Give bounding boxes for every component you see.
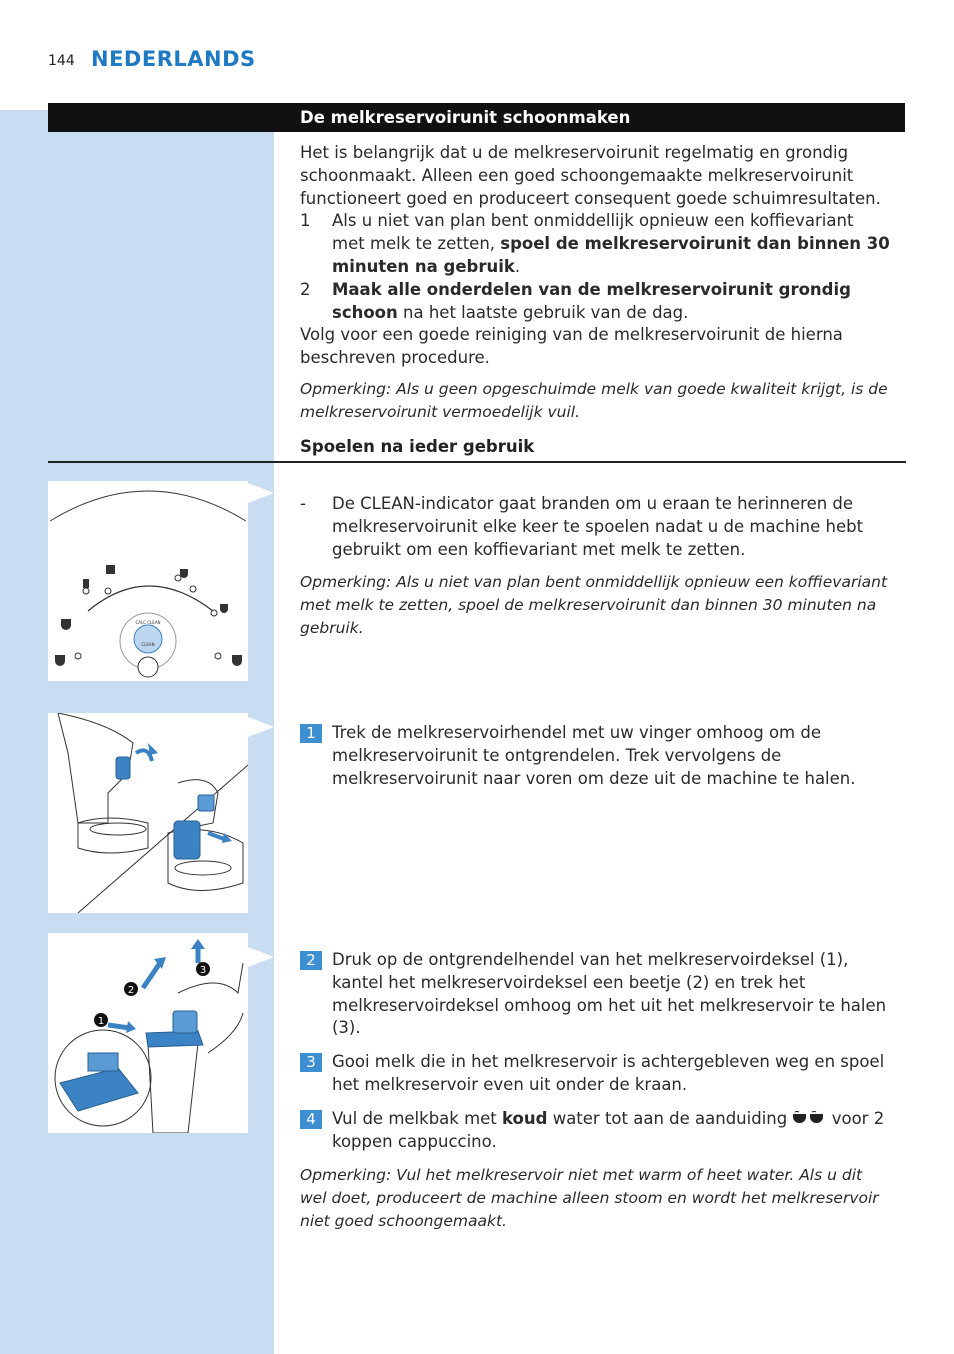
step-item (300, 1108, 890, 1154)
step-item (300, 1051, 890, 1097)
step-text: water tot aan de aanduiding (547, 1108, 793, 1128)
subheading: Spoelen na ieder gebruik (300, 437, 535, 456)
subheading-rule (48, 461, 906, 463)
callout-3 (196, 962, 210, 976)
step-text: voor 2 koppen cappuccino. (332, 1108, 885, 1151)
svg-text:1: 1 (97, 1016, 105, 1027)
intro-block (300, 142, 890, 424)
step-text: Trek de melkreservoirhendel met uw vinger omhoog om de melkreservoirunit te ontgrendelen. Trek vervolgens de melkreservoirunit naar voren om deze uit de machine te halen. (332, 723, 856, 788)
cup-icon (61, 619, 71, 630)
steps-block (300, 949, 890, 1233)
clean-item (300, 493, 890, 561)
cup-icon (55, 655, 65, 666)
item-text-end: . (514, 256, 521, 276)
intro-item-1 (300, 210, 890, 278)
machine-figure (48, 713, 248, 913)
glass-icon (83, 579, 89, 588)
page-number: 144 (48, 53, 75, 69)
clean-note: Opmerking: Als u niet van plan bent onmiddellijk opnieuw een koffievariant met melk te zetten, spoel de melkreservoirunit dan binnen 30 minuten na gebruik. (300, 573, 888, 637)
cup-icon (180, 569, 188, 578)
machine-illustration (48, 713, 248, 913)
callout-1 (94, 1013, 108, 1027)
reservoir-figure (48, 933, 248, 1133)
section-title: De melkreservoirunit schoonmaken (300, 108, 631, 127)
step-number-box: 1 (300, 724, 322, 743)
final-note: Opmerking: Vul het melkreservoir niet met warm of heet water. Als u dit wel doet, produceert de machine alleen stoom en wordt het melkreservoir niet goed schoongemaakt. (300, 1166, 879, 1230)
reservoir-illustration (48, 933, 248, 1133)
step-number-box: 2 (300, 951, 322, 970)
step-text: Vul de melkbak met (332, 1108, 503, 1128)
cup-icon (232, 655, 242, 666)
step-item (300, 722, 890, 790)
svg-text:2: 2 (127, 985, 135, 996)
figure-pointer (248, 717, 274, 737)
step-number-box: 3 (300, 1053, 322, 1072)
two-cups-icon (792, 1111, 826, 1125)
cup-icon (220, 604, 228, 613)
item-text-end: na het laatste gebruik van de dag. (397, 302, 689, 322)
clean-text: De CLEAN-indicator gaat branden om u eraan te herinneren de melkreservoirunit elke keer te spoelen nadat u de machine hebt gebruikt om een koffievariant met melk te zetten. (332, 494, 864, 559)
svg-text:3: 3 (199, 965, 207, 976)
control-panel-illustration (48, 481, 248, 681)
step-number-box: 4 (300, 1110, 322, 1129)
language-heading: NEDERLANDS (91, 47, 256, 71)
item-bold: Maak alle onderdelen van de melkreservoirunit grondig schoon (332, 279, 851, 322)
step-text: Gooi melk die in het melkreservoir is achtergebleven weg en spoel het melkreservoir even uit onder de kraan. (332, 1052, 885, 1094)
item-number: 2 (300, 279, 311, 299)
intro-paragraph: Het is belangrijk dat u de melkreservoirunit regelmatig en grondig schoonmaakt. Alleen een goed schoongemaakte melkreservoirunit functioneert goed en produceert consequent goede schuimresultaten. (300, 143, 881, 208)
intro-outro: Volg voor een goede reiniging van de melkreservoirunit de hierna beschreven procedure. (300, 325, 843, 368)
arrow-right-icon (126, 1021, 136, 1033)
item-text: Als u niet van plan bent onmiddellijk opnieuw een koffievariant met melk te zetten, (332, 211, 854, 254)
dash-marker: - (300, 494, 306, 513)
intro-note: Opmerking: Als u geen opgeschuimde melk van goede kwaliteit krijgt, is de melkreservoirunit vermoedelijk vuil. (300, 379, 888, 421)
item-bold: spoel de melkreservoirunit dan binnen 30 minuten na gebruik (332, 234, 890, 276)
step-1 (300, 722, 890, 790)
calc-clean-label: CALC CLEAN (135, 620, 161, 625)
figure-pointer (248, 483, 274, 503)
callout-2 (124, 982, 138, 996)
mug-icon (106, 565, 115, 574)
control-panel-figure (48, 481, 248, 681)
clean-block (300, 493, 890, 640)
step-bold: koud (502, 1108, 548, 1128)
step-item (300, 949, 890, 1040)
clean-label: CLEAN (141, 642, 155, 647)
item-number: 1 (300, 211, 311, 231)
step-text: Druk op de ontgrendelhendel van het melkreservoirdeksel (1), kantel het melkreservoirdeksel een beetje (2) en trek het melkreservoirdeksel omhoog om het uit het melkreservoir te halen (3). (332, 950, 887, 1038)
arrow-up-icon (191, 939, 205, 949)
intro-item-2 (300, 279, 890, 325)
figure-pointer (248, 947, 274, 967)
